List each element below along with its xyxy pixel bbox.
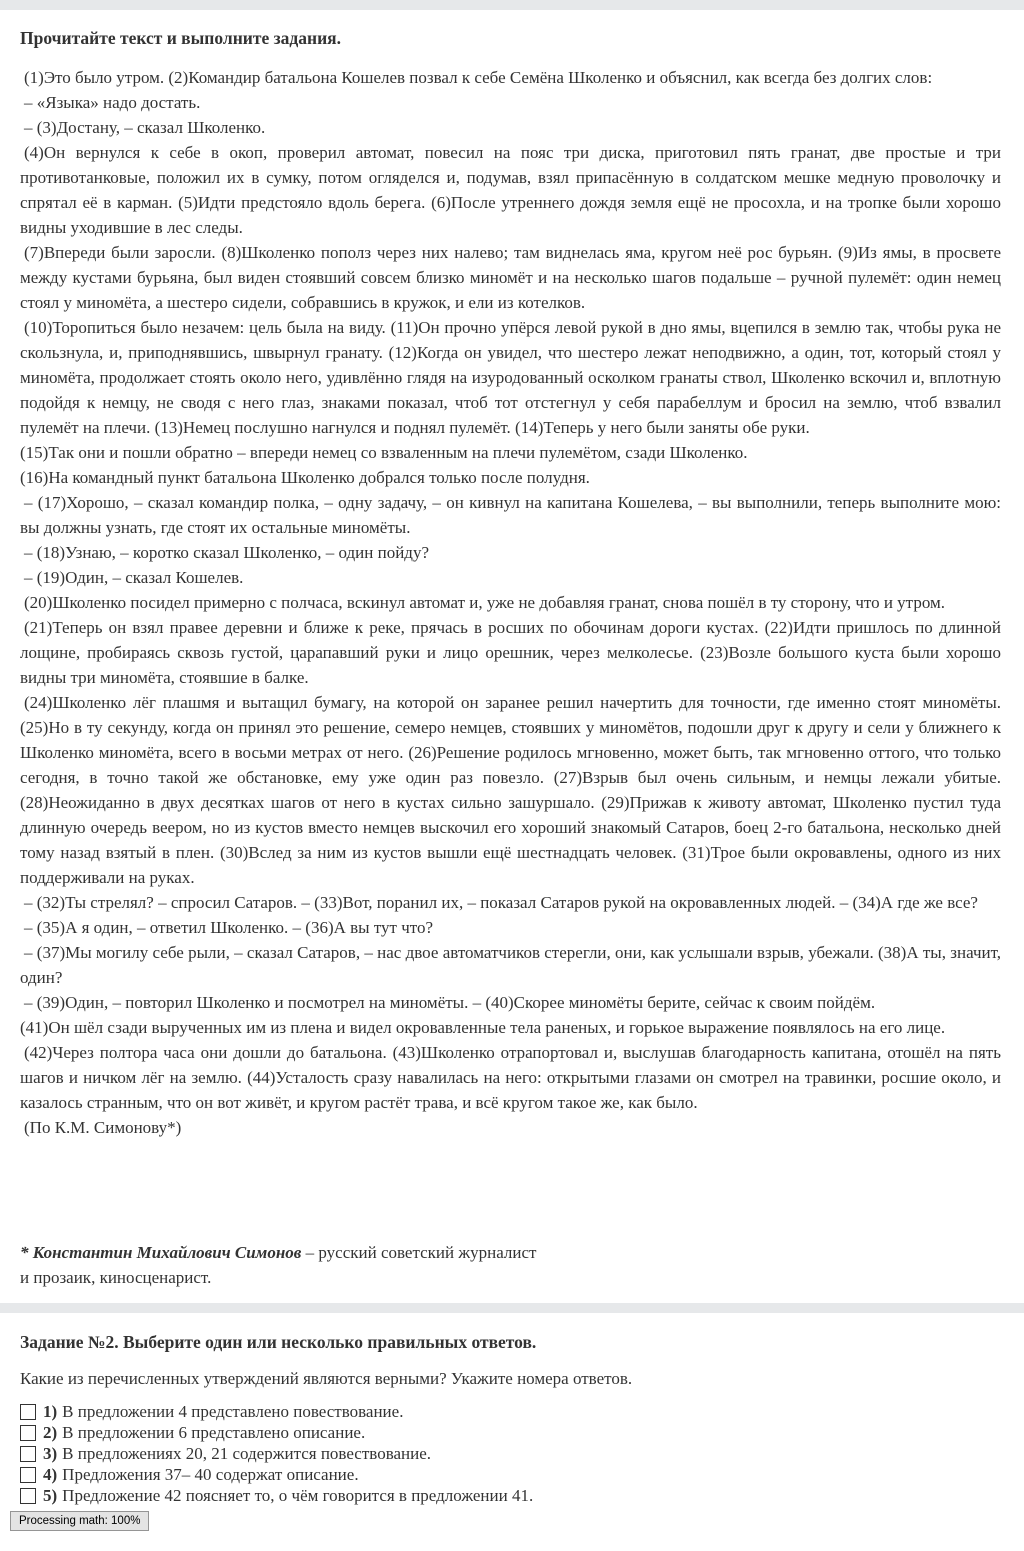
answer-checkbox-3[interactable] xyxy=(20,1446,36,1462)
task2-heading: Задание №2. Выберите один или несколько правильных ответов. xyxy=(20,1332,537,1352)
paragraph: (15)Так они и пошли обратно – впереди немец со взваленным на плечи пулемётом, сзади Школенко. xyxy=(20,443,748,462)
option-text: В предложении 6 представлено описание. xyxy=(62,1422,366,1442)
option-number: 3) xyxy=(43,1443,58,1463)
paragraph: (1)Это было утром. (2)Командир батальона Кошелев позвал к себе Семёна Школенко и объяснил, как всегда без долгих слов: xyxy=(24,68,933,87)
paragraph: – (39)Один, – повторил Школенко и посмотрел на миномёты. – (40)Скорее миномёты берите, сейчас к своим пойдём. xyxy=(24,993,876,1012)
answer-checkbox-5[interactable] xyxy=(20,1488,36,1504)
paragraph: – «Языка» надо достать. xyxy=(24,93,201,112)
paragraph: (7)Впереди были заросли. (8)Школенко пополз через них налево; там виднелась яма, кругом неё рос бурьян. (9)Из ямы, в просвете между кустами бурьяна, был виден стоявший совсем близко миномёт и на несколько шагов подальше – ручной пулемёт: один немец стоял у миномёта, а шестеро сидели, собравшись в кружок, и ели из котелков. xyxy=(20,243,1001,312)
paragraph: (41)Он шёл сзади вырученных им из плена и видел окровавленные тела раненых, и горькое выражение появлялось на его лице. xyxy=(20,1018,946,1037)
paragraph: – (37)Мы могилу себе рыли, – сказал Сатаров, – нас двое автоматчиков стерегли, они, как услышали взрыв, убежали. (38)А ты, значит, один? xyxy=(20,943,1001,987)
option-number: 5) xyxy=(43,1485,58,1505)
option-text: В предложении 4 представлено повествование. xyxy=(62,1401,404,1421)
task-heading: Прочитайте текст и выполните задания. xyxy=(20,28,342,48)
paragraph: – (18)Узнаю, – коротко сказал Школенко, – один пойду? xyxy=(24,543,429,562)
answer-checkbox-2[interactable] xyxy=(20,1425,36,1441)
paragraph: – (3)Достану, – сказал Школенко. xyxy=(24,118,266,137)
option-text: Предложение 42 поясняет то, о чём говорится в предложении 41. xyxy=(62,1485,534,1505)
paragraph: – (32)Ты стрелял? – спросил Сатаров. – (33)Вот, поранил их, – показал Сатаров рукой на окровавленных людей. – (34)А где же все? xyxy=(24,893,978,912)
math-processing-status: Processing math: 100% xyxy=(10,1511,149,1531)
reading-text xyxy=(20,65,1001,1140)
footnote xyxy=(20,1240,720,1290)
footnote-author: Константин Михайлович Симонов xyxy=(32,1243,302,1262)
option-number: 4) xyxy=(43,1464,58,1484)
task2-question: Какие из перечисленных утверждений являются верными? Укажите номера ответов. xyxy=(20,1369,633,1388)
option-number: 1) xyxy=(43,1401,58,1421)
paragraph: – (19)Один, – сказал Кошелев. xyxy=(24,568,244,587)
answer-option-3 xyxy=(20,1443,533,1464)
answer-option-5 xyxy=(20,1485,533,1506)
paragraph: (42)Через полтора часа они дошли до батальона. (43)Школенко отрапортовал и, выслушав благодарность капитана, отошёл на пять шагов и ничком лёг на землю. (44)Усталость сразу навалилась на него: открытыми глазами он смотрел на травинки, росшие около, и казалось странным, что он вот живёт, и кругом растёт трава, и всё кругом такое же, как было. xyxy=(20,1043,1001,1112)
paragraph: (10)Торопиться было незачем: цель была на виду. (11)Он прочно упёрся левой рукой в дно ямы, вцепился в землю так, чтобы рука не скользнула, и, приподнявшись, швырнул гранату. (12)Когда он увидел, что шестеро лежат неподвижно, а один, тот, который стоял у миномёта, продолжает стоять около него, удивлённо глядя на изуродованный осколком гранаты ствол, Школенко вскочил и, вплотную подойдя к немцу, не сводя с него глаз, знаками показал, чтоб тот отстегнул у себя парабеллум и бросил на землю, чтоб взвалил пулемёт на плечи. (13)Немец послушно нагнулся и поднял пулемёт. (14)Теперь у него были заняты обе руки. xyxy=(20,318,1001,437)
paragraph: (4)Он вернулся к себе в окоп, проверил автомат, повесил на пояс три диска, приготовил пять гранат, две простые и три противотанковые, положил их в сумку, потом огляделся и, подумав, взял припасённую в солдатском мешке медную проволочку и спрятал её в карман. (5)Идти предстояло вдоль берега. (6)После утреннего дождя земля ещё не просохла, и на тропке были хорошо видны уходившие в лес следы. xyxy=(20,143,1001,237)
option-text: Предложения 37– 40 содержат описание. xyxy=(62,1464,359,1484)
paragraph: – (17)Хорошо, – сказал командир полка, – одну задачу, – он кивнул на капитана Кошелева, – вы выполнили, теперь выполните мою: вы должны узнать, где стоят их остальные миномёты. xyxy=(20,493,1001,537)
answer-option-2 xyxy=(20,1422,533,1443)
answer-option-1 xyxy=(20,1401,533,1422)
paragraph: (20)Школенко посидел примерно с полчаса, вскинул автомат и, уже не добавляя гранат, снова пошёл в ту сторону, что и утром. xyxy=(24,593,946,612)
answer-options xyxy=(20,1401,533,1506)
answer-option-4 xyxy=(20,1464,533,1485)
paragraph: (21)Теперь он взял правее деревни и ближе к реке, прячась в росших по обочинам дороги кустах. (22)Идти пришлось по длинной лощине, пробираясь сквозь густой, царапавший руки и лицо орешник, через мелколесье. (23)Возле большого куста были хорошо видны три миномёта, стоявшие в балке. xyxy=(20,618,1001,687)
answer-checkbox-1[interactable] xyxy=(20,1404,36,1420)
option-text: В предложениях 20, 21 содержится повествование. xyxy=(62,1443,432,1463)
source-attribution: (По К.М. Симонову*) xyxy=(24,1118,182,1137)
section-divider xyxy=(0,1303,1024,1313)
paragraph: (16)На командный пункт батальона Школенко добрался только после полудня. xyxy=(20,468,590,487)
footnote-star: * xyxy=(20,1243,29,1262)
option-number: 2) xyxy=(43,1422,58,1442)
paragraph: (24)Школенко лёг плашмя и вытащил бумагу, на которой он заранее решил начертить для точности, где именно стоят миномёты. (25)Но в ту секунду, когда он принял это решение, семеро немцев, стоявших у миномётов, подошли друг к другу и сели у ближнего к Школенко миномёта, всего в восьми метрах от него. (26)Решение родилось мгновенно, может быть, так мгновенно оттого, что только сегодня, в точно такой же обстановке, ему уже один раз повезло. (27)Взрыв был очень сильным, и немцы лежали убитые. (28)Неожиданно в двух десятках шагов от него в кустах сильно зашуршало. (29)Прижав к животу автомат, Школенко пустил туда длинную очередь веером, но из кустов вместо немцев выскочил его хороший знакомый Сатаров, боец 2-го батальона, несколько дней тому назад взятый в плен. (30)Вслед за ним из кустов вышли ещё шестнадцать человек. (31)Трое были окровавлены, одного из них поддерживали на руках. xyxy=(20,693,1001,887)
answer-checkbox-4[interactable] xyxy=(20,1467,36,1483)
top-divider xyxy=(0,0,1024,10)
footnote-description-continued: и прозаик, киносценарист. xyxy=(20,1268,212,1287)
footnote-description: – русский советский журналист xyxy=(301,1243,537,1262)
paragraph: – (35)А я один, – ответил Школенко. – (36)А вы тут что? xyxy=(24,918,434,937)
